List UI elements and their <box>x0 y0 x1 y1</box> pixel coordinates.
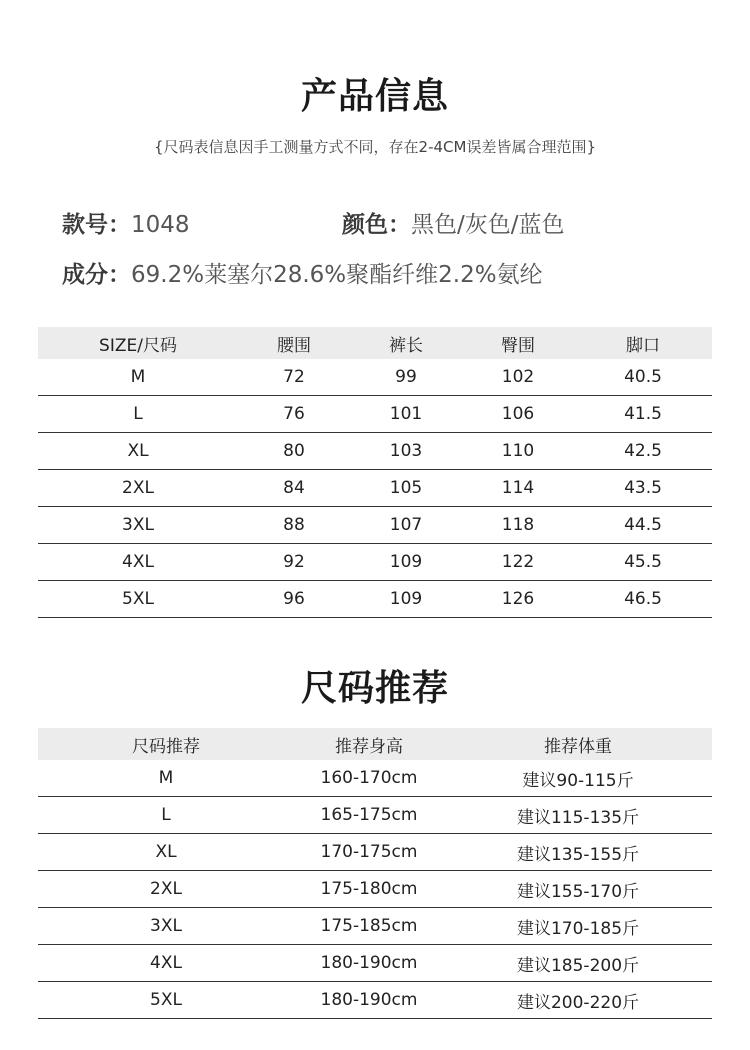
length-cell: 99 <box>395 367 417 387</box>
leg-opening-cell: 41.5 <box>624 404 662 424</box>
header-recommended-size: 尺码推荐 <box>132 736 200 757</box>
waist-cell: 72 <box>283 367 305 387</box>
length-cell: 109 <box>389 552 423 572</box>
length-cell: 109 <box>389 589 423 609</box>
table-row <box>38 871 712 908</box>
table-row <box>38 908 712 945</box>
height-cell: 165-175cm <box>320 805 418 825</box>
size-cell: M <box>130 367 146 387</box>
height-cell: 170-175cm <box>320 842 418 862</box>
waist-cell: 88 <box>283 515 305 535</box>
size-cell: M <box>158 768 174 788</box>
hip-cell: 110 <box>501 441 535 461</box>
length-cell: 105 <box>389 478 423 498</box>
size-cell: 2XL <box>150 879 182 899</box>
table-row <box>38 359 712 396</box>
header-recommended-weight: 推荐体重 <box>544 736 612 757</box>
hip-cell: 122 <box>501 552 535 572</box>
size-cell: XL <box>127 441 149 461</box>
height-cell: 180-190cm <box>320 990 418 1010</box>
height-cell: 180-190cm <box>320 953 418 973</box>
waist-cell: 80 <box>283 441 305 461</box>
product-info-title: 产品信息 <box>300 76 449 117</box>
weight-cell: 建议170-185斤 <box>516 918 640 939</box>
waist-cell: 76 <box>283 404 305 424</box>
header-waist: 腰围 <box>277 335 311 356</box>
table-row <box>38 544 712 581</box>
length-cell: 107 <box>389 515 423 535</box>
leg-opening-cell: 43.5 <box>624 478 662 498</box>
header-size: SIZE/尺码 <box>99 335 177 356</box>
hip-cell: 102 <box>501 367 535 387</box>
composition-line <box>62 256 543 289</box>
leg-opening-cell: 45.5 <box>624 552 662 572</box>
size-table <box>38 327 712 618</box>
recommendation-table-header <box>38 728 712 760</box>
table-row <box>38 396 712 433</box>
leg-opening-cell: 40.5 <box>624 367 662 387</box>
weight-cell: 建议90-115斤 <box>522 770 634 791</box>
size-cell: L <box>133 404 143 424</box>
size-cell: 3XL <box>150 916 182 936</box>
table-row <box>38 982 712 1019</box>
leg-opening-cell: 42.5 <box>624 441 662 461</box>
height-cell: 175-185cm <box>320 916 418 936</box>
weight-cell: 建议185-200斤 <box>516 955 640 976</box>
length-cell: 101 <box>389 404 423 424</box>
weight-cell: 建议200-220斤 <box>516 992 640 1013</box>
size-cell: XL <box>155 842 177 862</box>
table-row <box>38 470 712 507</box>
table-row <box>38 760 712 797</box>
size-table-header <box>38 327 712 359</box>
size-cell: L <box>161 805 171 825</box>
height-cell: 175-180cm <box>320 879 418 899</box>
size-cell: 2XL <box>122 478 154 498</box>
table-row <box>38 834 712 871</box>
color-value: 黑色/灰色/蓝色 <box>411 212 565 238</box>
style-number-value: 1048 <box>131 212 190 238</box>
header-pants-length: 裤长 <box>389 335 423 356</box>
leg-opening-cell: 46.5 <box>624 589 662 609</box>
header-recommended-height: 推荐身高 <box>335 736 403 757</box>
measurement-note: {尺码表信息因手工测量方式不同，存在2-4CM误差皆属合理范围} <box>153 138 596 156</box>
color-line <box>342 206 565 239</box>
hip-cell: 114 <box>501 478 535 498</box>
header-leg-opening: 脚口 <box>626 335 660 356</box>
size-recommendation-title: 尺码推荐 <box>300 668 449 709</box>
size-cell: 4XL <box>150 953 182 973</box>
table-row <box>38 433 712 470</box>
header-hip: 臀围 <box>501 335 535 356</box>
weight-cell: 建议135-155斤 <box>516 844 640 865</box>
waist-cell: 96 <box>283 589 305 609</box>
recommendation-table <box>38 728 712 1019</box>
style-number-label: 款号： <box>62 212 131 238</box>
composition-label: 成分： <box>62 262 131 288</box>
waist-cell: 92 <box>283 552 305 572</box>
leg-opening-cell: 44.5 <box>624 515 662 535</box>
hip-cell: 106 <box>501 404 535 424</box>
size-cell: 5XL <box>150 990 182 1010</box>
length-cell: 103 <box>389 441 423 461</box>
size-cell: 5XL <box>122 589 154 609</box>
composition-value: 69.2%莱塞尔28.6%聚酯纤维2.2%氨纶 <box>131 262 543 288</box>
size-cell: 3XL <box>122 515 154 535</box>
style-number-line <box>62 206 190 239</box>
table-row <box>38 797 712 834</box>
color-label: 颜色： <box>342 212 411 238</box>
size-cell: 4XL <box>122 552 154 572</box>
weight-cell: 建议155-170斤 <box>516 881 640 902</box>
waist-cell: 84 <box>283 478 305 498</box>
hip-cell: 118 <box>501 515 535 535</box>
table-row <box>38 507 712 544</box>
table-row <box>38 581 712 618</box>
table-row <box>38 945 712 982</box>
hip-cell: 126 <box>501 589 535 609</box>
weight-cell: 建议115-135斤 <box>516 807 640 828</box>
height-cell: 160-170cm <box>320 768 418 788</box>
